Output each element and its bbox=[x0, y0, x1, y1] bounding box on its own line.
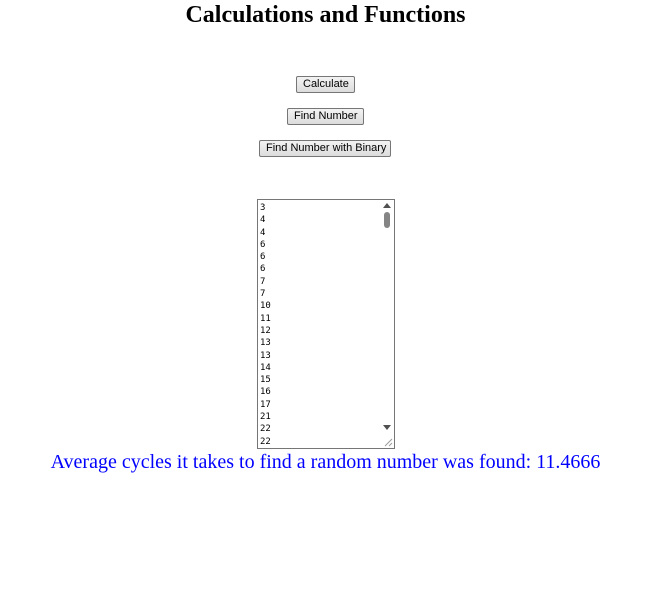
output-line: 14 bbox=[260, 362, 271, 373]
output-line: 21 bbox=[260, 412, 271, 423]
output-line: 4 bbox=[260, 227, 266, 238]
output-lines bbox=[260, 202, 271, 448]
output-line: 3 bbox=[260, 203, 266, 213]
output-line: 22 bbox=[260, 436, 271, 447]
output-textarea[interactable] bbox=[257, 199, 395, 449]
scroll-up-arrow-icon[interactable] bbox=[383, 203, 391, 208]
output-line: 10 bbox=[260, 301, 271, 312]
output-line: 6 bbox=[260, 239, 266, 250]
find-number-button[interactable]: Find Number bbox=[287, 108, 364, 125]
output-line: 11 bbox=[260, 313, 271, 324]
output-line: 6 bbox=[260, 252, 266, 263]
output-line: 17 bbox=[260, 399, 271, 410]
output-line: 7 bbox=[260, 276, 266, 287]
output-line: 4 bbox=[260, 215, 266, 226]
output-line: 15 bbox=[260, 375, 271, 386]
output-line: 13 bbox=[260, 338, 271, 349]
page-title: Calculations and Functions bbox=[185, 2, 466, 28]
output-line: 12 bbox=[260, 325, 271, 336]
scroll-thumb[interactable] bbox=[384, 212, 390, 228]
scroll-down-arrow-icon[interactable] bbox=[383, 425, 391, 430]
output-line: 22 bbox=[260, 424, 271, 435]
vertical-scrollbar[interactable] bbox=[380, 200, 394, 448]
output-line: 6 bbox=[260, 264, 266, 275]
output-line: 13 bbox=[260, 350, 271, 361]
find-number-binary-button[interactable]: Find Number with Binary bbox=[259, 140, 391, 157]
output-line: 7 bbox=[260, 289, 266, 300]
resize-grip-icon[interactable] bbox=[383, 437, 393, 447]
result-message: Average cycles it takes to find a random number was found: 11.4666 bbox=[50, 451, 601, 473]
output-line: 16 bbox=[260, 387, 271, 398]
calculate-button[interactable]: Calculate bbox=[296, 76, 355, 93]
